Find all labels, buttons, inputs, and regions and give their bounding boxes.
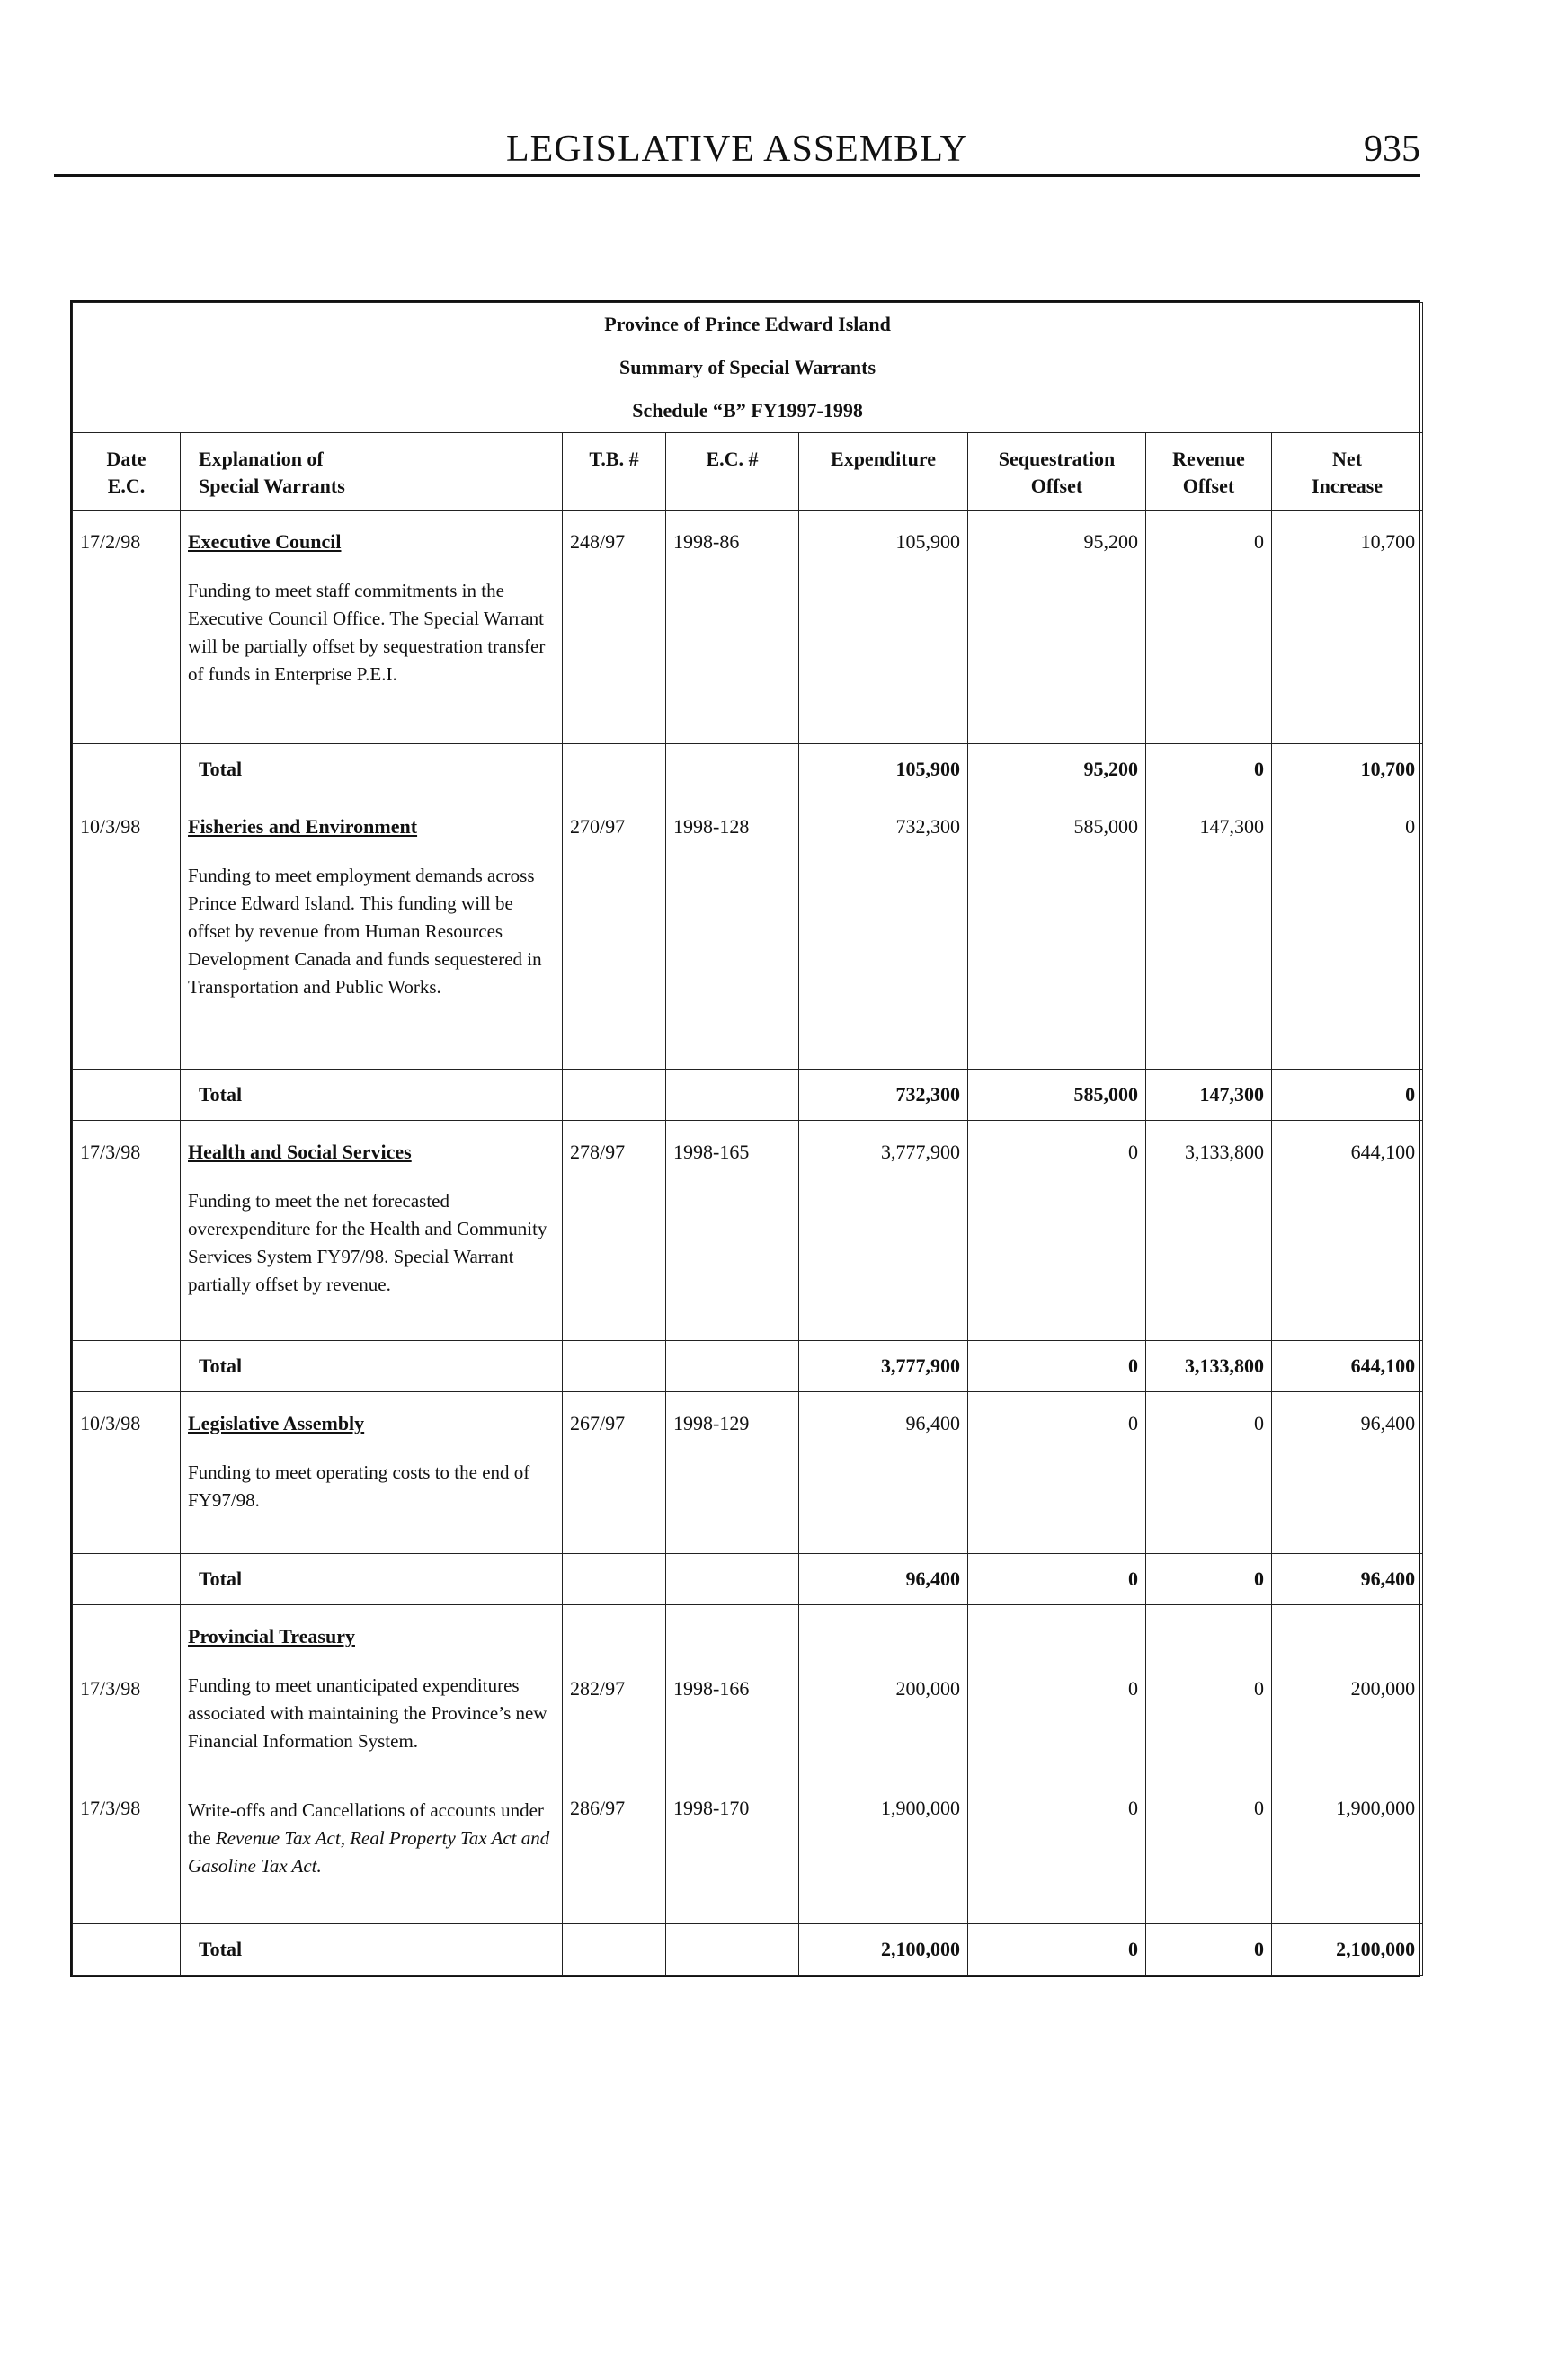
warrant-description: Write-offs and Cancellations of accounts under the Revenue Tax Act, Real Property Tax Act and Gasoline Tax Act. [188, 1799, 550, 1877]
expenditure-cell: 3,777,900 [799, 1121, 968, 1341]
sequestration-cell: 0 [968, 1121, 1146, 1341]
table-row [73, 1605, 1423, 1789]
revenue-cell: 0 [1146, 511, 1272, 744]
table-row [73, 511, 1423, 744]
total-expenditure: 96,400 [799, 1554, 968, 1605]
total-label: Total [181, 744, 563, 795]
net-cell: 644,100 [1272, 1121, 1423, 1341]
total-expenditure: 3,777,900 [799, 1341, 968, 1392]
department-name: Provincial Treasury [188, 1625, 355, 1647]
revenue-cell: 0 [1146, 1789, 1272, 1924]
expenditure-cell: 732,300 [799, 795, 968, 1070]
total-net: 10,700 [1272, 744, 1423, 795]
explanation-cell [181, 511, 563, 744]
tb-cell: 282/97 [563, 1605, 666, 1789]
sequestration-cell: 95,200 [968, 511, 1146, 744]
table-row [73, 795, 1423, 1070]
page-title: LEGISLATIVE ASSEMBLY [506, 129, 968, 170]
net-cell: 0 [1272, 795, 1423, 1070]
total-row [73, 1924, 1423, 1976]
total-sequestration: 0 [968, 1341, 1146, 1392]
net-cell: 200,000 [1272, 1605, 1423, 1789]
warrant-description: Funding to meet the net forecasted overexpenditure for the Health and Community Services System FY97/98. Special Warrant partially offset by revenue. [188, 1190, 547, 1295]
warrant-description: Funding to meet unanticipated expenditures associated with maintaining the Province’s new Financial Information System. [188, 1674, 547, 1752]
total-net: 644,100 [1272, 1341, 1423, 1392]
expenditure-cell: 96,400 [799, 1392, 968, 1554]
total-expenditure: 732,300 [799, 1070, 968, 1121]
date-cell: 17/2/98 [73, 511, 181, 744]
explanation-cell [181, 1392, 563, 1554]
tb-cell: 286/97 [563, 1789, 666, 1924]
col-net: Net Increase [1272, 433, 1423, 511]
tb-cell: 248/97 [563, 511, 666, 744]
total-revenue: 0 [1146, 744, 1272, 795]
sequestration-cell: 0 [968, 1789, 1146, 1924]
total-net: 2,100,000 [1272, 1924, 1423, 1976]
table-caption [73, 303, 1423, 433]
total-revenue: 0 [1146, 1554, 1272, 1605]
expenditure-cell: 105,900 [799, 511, 968, 744]
warrant-description: Funding to meet staff commitments in the Executive Council Office. The Special Warrant will be partially offset by sequestration transfer of funds in Enterprise P.E.I. [188, 580, 546, 685]
revenue-cell: 0 [1146, 1605, 1272, 1789]
revenue-cell: 3,133,800 [1146, 1121, 1272, 1341]
column-header-row [73, 433, 1423, 511]
total-row [73, 1554, 1423, 1605]
explanation-cell [181, 1605, 563, 1789]
explanation-cell [181, 1121, 563, 1341]
total-revenue: 0 [1146, 1924, 1272, 1976]
department-name: Fisheries and Environment [188, 815, 418, 838]
table-row [73, 1789, 1423, 1924]
total-net: 96,400 [1272, 1554, 1423, 1605]
sequestration-cell: 0 [968, 1605, 1146, 1789]
caption-summary: Summary of Special Warrants [619, 356, 876, 378]
sequestration-cell: 0 [968, 1392, 1146, 1554]
page-header [54, 128, 1420, 177]
page-number: 935 [1364, 129, 1420, 170]
col-date: Date E.C. [73, 433, 181, 511]
ec-cell: 1998-128 [666, 795, 799, 1070]
caption-province: Province of Prince Edward Island [604, 313, 891, 335]
total-row [73, 1341, 1423, 1392]
total-label: Total [181, 1070, 563, 1121]
revenue-cell: 147,300 [1146, 795, 1272, 1070]
department-name: Legislative Assembly [188, 1412, 365, 1434]
revenue-cell: 0 [1146, 1392, 1272, 1554]
total-sequestration: 95,200 [968, 744, 1146, 795]
total-label: Total [181, 1554, 563, 1605]
net-cell: 10,700 [1272, 511, 1423, 744]
caption-schedule: Schedule “B” FY1997-1998 [632, 399, 863, 422]
total-label: Total [181, 1924, 563, 1976]
date-cell: 10/3/98 [73, 795, 181, 1070]
ec-cell: 1998-86 [666, 511, 799, 744]
total-label: Total [181, 1341, 563, 1392]
total-revenue: 147,300 [1146, 1070, 1272, 1121]
date-cell: 10/3/98 [73, 1392, 181, 1554]
table-row [73, 1121, 1423, 1341]
tb-cell: 270/97 [563, 795, 666, 1070]
col-expenditure: Expenditure [799, 433, 968, 511]
total-sequestration: 0 [968, 1924, 1146, 1976]
total-expenditure: 105,900 [799, 744, 968, 795]
warrant-description: Funding to meet operating costs to the end of FY97/98. [188, 1461, 530, 1511]
special-warrants-table [70, 300, 1420, 1977]
date-cell: 17/3/98 [73, 1605, 181, 1789]
net-cell: 1,900,000 [1272, 1789, 1423, 1924]
table-row [73, 1392, 1423, 1554]
date-cell: 17/3/98 [73, 1789, 181, 1924]
net-cell: 96,400 [1272, 1392, 1423, 1554]
ec-cell: 1998-129 [666, 1392, 799, 1554]
explanation-cell [181, 795, 563, 1070]
sequestration-cell: 585,000 [968, 795, 1146, 1070]
col-ec: E.C. # [666, 433, 799, 511]
ec-cell: 1998-165 [666, 1121, 799, 1341]
col-tb: T.B. # [563, 433, 666, 511]
expenditure-cell: 1,900,000 [799, 1789, 968, 1924]
warrant-description: Funding to meet employment demands across Prince Edward Island. This funding will be offset by revenue from Human Resources Development Canada and funds sequestered in Transportation and Public Works. [188, 865, 542, 998]
department-name: Health and Social Services [188, 1141, 412, 1163]
total-sequestration: 0 [968, 1554, 1146, 1605]
ec-cell: 1998-170 [666, 1789, 799, 1924]
total-expenditure: 2,100,000 [799, 1924, 968, 1976]
total-revenue: 3,133,800 [1146, 1341, 1272, 1392]
expenditure-cell: 200,000 [799, 1605, 968, 1789]
total-row [73, 1070, 1423, 1121]
total-net: 0 [1272, 1070, 1423, 1121]
department-name: Executive Council [188, 530, 342, 553]
col-revenue: Revenue Offset [1146, 433, 1272, 511]
date-cell: 17/3/98 [73, 1121, 181, 1341]
tb-cell: 267/97 [563, 1392, 666, 1554]
col-explanation: Explanation of Special Warrants [181, 433, 563, 511]
tb-cell: 278/97 [563, 1121, 666, 1341]
explanation-cell [181, 1789, 563, 1924]
ec-cell: 1998-166 [666, 1605, 799, 1789]
col-sequestration: Sequestration Offset [968, 433, 1146, 511]
total-sequestration: 585,000 [968, 1070, 1146, 1121]
total-row [73, 744, 1423, 795]
